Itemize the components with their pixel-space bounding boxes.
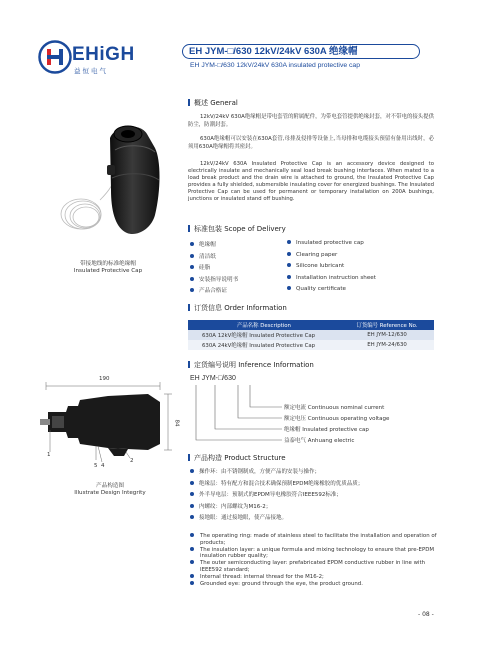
section-heading-inference: 定货编号说明 Inference Information — [188, 360, 314, 370]
inference-label-voltage: 额定电压 Continuous operating voltage — [284, 416, 390, 422]
list-item: 安装指导说明书 — [190, 275, 238, 287]
callout-1: 1 — [47, 452, 51, 458]
brand-logo — [38, 40, 72, 74]
delivery-list-en — [287, 240, 376, 298]
general-paragraph-3: 12kV/24kV 630A Insulated Protective Cap is an accessory device designed to electrically insulate and mechanically seal load break bushing interfaces. When mated to a load break product and the drain wire is attached to ground, the Insulated Protective Cap provides a fully shielded, submersible insulating cover for energized bushings. The Insulated Protective Cap can be used for permanent or temporary installation on 200A bushings, junctions or insulated stand off bushing. — [188, 161, 435, 202]
product-photo-caption-en: Insulated Protective Cap — [73, 268, 143, 274]
page-number: - 08 - — [418, 611, 434, 618]
table-header-row — [188, 320, 434, 330]
product-photo — [55, 120, 175, 250]
section-heading-structure: 产品构造 Product Structure — [188, 453, 286, 463]
inference-label-brand: 益泰电气 Anhuang electric — [284, 438, 355, 444]
brand-name: EHiGH — [72, 44, 135, 65]
list-item: The operating ring: made of stainless steel to facilitate the installation and operation of products; — [190, 533, 438, 547]
drawing-caption-en: Illustrate Design Integrity — [74, 490, 146, 496]
product-photo-caption-cn: 带接地线的标准绝缘帽 — [80, 261, 136, 267]
list-item: Clearing paper — [287, 252, 376, 264]
structure-list-en — [190, 533, 438, 587]
list-item: Grounded eye: ground through the eye, the product ground. — [190, 581, 438, 588]
list-item: Internal thread: internal thread for the M16-2; — [190, 574, 438, 581]
general-paragraph-2: 630A绝缘帽可以安装在630A套管,母排及侵排等设备上,当母排和电缆接头预留有备用出线时，必须用630A绝缘帽将其密封。 — [188, 136, 434, 150]
table-cell: EH JYM-24/630 — [340, 340, 434, 350]
brand-name-cn: 益恒电气 — [74, 67, 108, 75]
list-item: 绝缘帽 — [190, 240, 238, 252]
list-item: 产品合格证 — [190, 286, 238, 298]
list-item: 清洁纸 — [190, 252, 238, 264]
column-header-reference: 订货编号 Reference No. — [340, 320, 434, 330]
list-item: 内螺纹：内部螺纹为M16-2； — [190, 504, 440, 511]
table-row — [188, 330, 434, 340]
inference-label-product: 绝缘帽 Insulated protective cap — [284, 427, 369, 433]
list-item: Insulated protective cap — [287, 240, 376, 252]
table-cell: EH JYM-12/630 — [340, 330, 434, 340]
section-heading-delivery: 标准包装 Scope of Delivery — [188, 224, 286, 234]
section-heading-general: 概述 General — [188, 98, 238, 108]
list-item: Installation instruction sheet — [287, 275, 376, 287]
page-title: EH JYM-□/630 12kV/24kV 630A 绝缘帽 — [182, 44, 420, 59]
list-item: 硅脂 — [190, 263, 238, 275]
list-item: The insulation layer: a unique formula and mixing technology to ensure that pre-EPDM insulation rubber quality; — [190, 547, 438, 561]
list-item: 操作环：由不锈钢制成，方便产品的安装与操作； — [190, 469, 440, 476]
callout-4: 4 — [101, 463, 105, 469]
page-subtitle: EH JYM-□/630 12kV/24kV 630A insulated protective cap — [190, 62, 360, 69]
table-row — [188, 340, 434, 350]
inference-leader-lines — [190, 383, 285, 443]
list-item: Quality certificate — [287, 286, 376, 298]
list-item: 绝缘层：特有配方和混合技术确保预制EPDM绝缘橡胶的优质品质； — [190, 481, 440, 488]
list-item: 接地眼：通过接地眼，使产品接地。 — [190, 515, 440, 522]
callout-5: 5 — [94, 463, 98, 469]
section-heading-order: 订货信息 Order Information — [188, 303, 287, 313]
inference-label-current: 额定电流 Continuous nominal current — [284, 405, 385, 411]
table-cell: 630A 24kV绝缘帽 Insulated Protective Cap — [188, 340, 340, 350]
list-item: The outer semiconducting layer: prefabricated EPDM conductive rubber in line with IEEE592 standard; — [190, 560, 438, 574]
inference-code: EH JYM-□/630 — [190, 375, 236, 382]
callout-2: 2 — [130, 458, 134, 464]
structure-list-cn — [190, 469, 440, 522]
dimension-height-label: 84 — [173, 419, 180, 427]
list-item: Silicone lubricant — [287, 263, 376, 275]
dimension-width-label: 190 — [99, 376, 110, 382]
delivery-list-cn — [190, 240, 238, 298]
design-drawing — [38, 372, 176, 472]
general-paragraph-1: 12kV/24kV 630A绝缘帽是带电套管的附属配件，为带电套管提供绝缘封套，对不带电的接头提供防尘，防潮封套。 — [188, 114, 434, 128]
table-cell: 630A 12kV绝缘帽 Insulated Protective Cap — [188, 330, 340, 340]
column-header-description: 产品名称 Description — [188, 320, 340, 330]
drawing-caption-cn: 产品构造图 — [96, 483, 124, 489]
list-item: 外半导电层：预制式的EPDM导电橡胶符合IEEE592标准； — [190, 492, 440, 499]
order-table — [188, 320, 434, 350]
